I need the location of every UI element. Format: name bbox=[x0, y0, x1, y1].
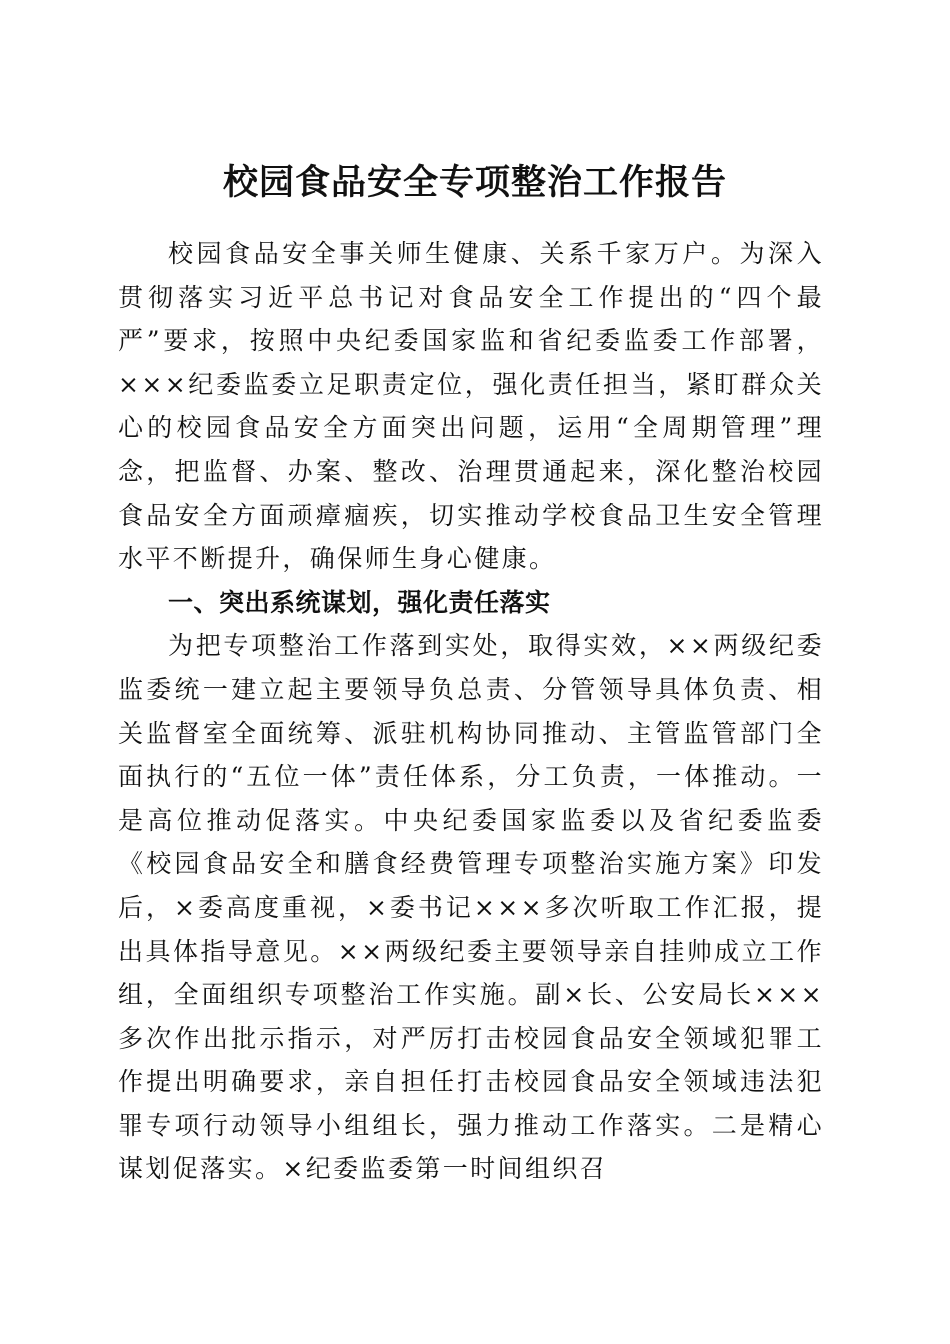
section-paragraph: 为把专项整治工作落到实处，取得实效，××两级纪委监委统一建立起主要领导负总责、分管领导具体负责、相关监督室全面统筹、派驻机构协同推动、主管监管部门全面执行的“五位一体”责任体系，分工负责，一体推动。一是高位推动促落实。中央纪委国家监委以及省纪委监委《校园食品安全和膳食经费管理专项整治实施方案》印发后，×委高度重视，×委书记×××多次听取工作汇报，提出具体指导意见。××两级纪委主要领导亲自挂帅成立工作组，全面组织专项整治工作实施。副×长、公安局长×××多次作出批示指示，对严厉打击校园食品安全领域犯罪工作提出明确要求，亲自担任打击校园食品安全领域违法犯罪专项行动领导小组组长，强力推动工作落实。二是精心谋划促落实。×纪委监委第一时间组织召 bbox=[118, 631, 824, 1184]
intro-paragraph: 校园食品安全事关师生健康、关系千家万户。为深入贯彻落实习近平总书记对食品安全工作提出的“四个最严”要求，按照中央纪委国家监和省纪委监委工作部署，×××纪委监委立足职责定位，强化责任担当，紧盯群众关心的校园食品安全方面突出问题，运用“全周期管理”理念，把监督、办案、整改、治理贯通起来，深化整治校园食品安全方面顽瘴痼疾，切实推动学校食品卫生安全管理水平不断提升，确保师生身心健康。 bbox=[118, 239, 824, 574]
document-body bbox=[118, 232, 824, 1191]
section-heading: 一、突出系统谋划，强化责任落实 bbox=[168, 587, 551, 617]
document-title: 校园食品安全专项整治工作报告 bbox=[222, 162, 727, 204]
